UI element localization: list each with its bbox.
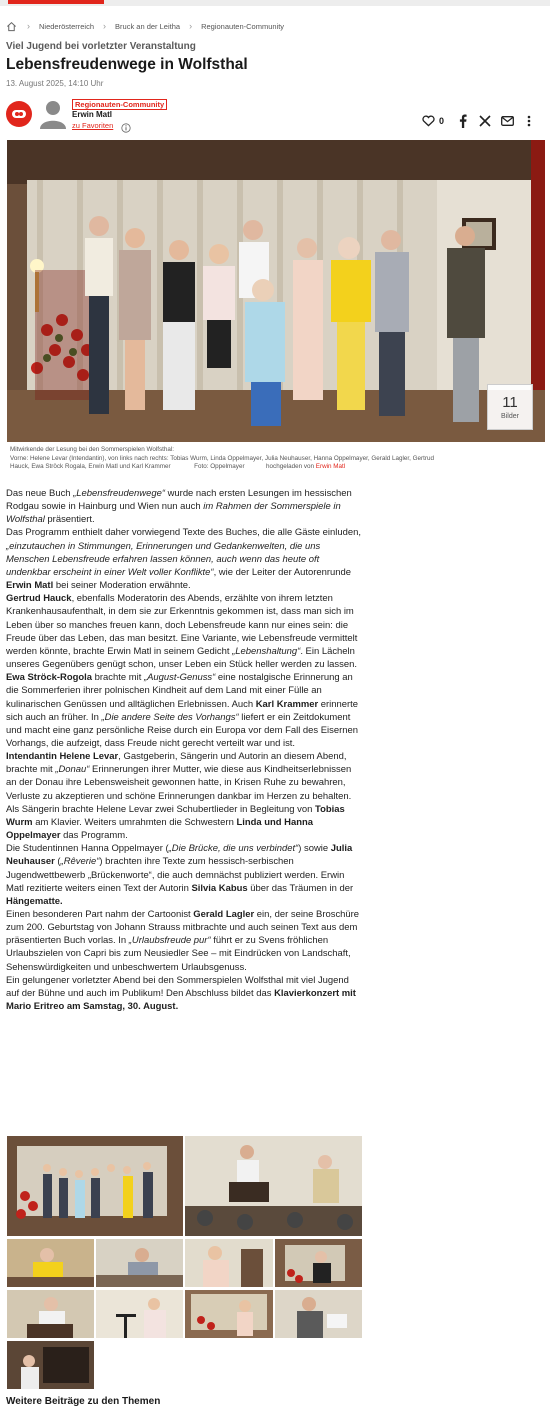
article-body	[6, 487, 361, 1013]
gallery-thumbnail[interactable]	[7, 1341, 94, 1389]
page-title: Lebensfreudenwege in Wolfsthal	[6, 56, 248, 73]
paragraph: Einen besonderen Part nahm der Cartoonist Gerald Lagler ein, der seine Broschüre zum 200. Geburtstag von Johann Strauss mitbrachte und auch seinen Text aus dem präsentierten Buch vorlas. In „Urlaubsfreude pur“ führt er zu Svens fröhlichen Urlaubszielen von Capri bis zum Neusiedler See – mit Eindrücken von Landschaft, Sehenswürdigkeiten und unbeschwertem Urlaubsgenuss.	[6, 909, 360, 973]
paragraph: Als Sängerin brachte Helene Levar zwei Schubertlieder in Begleitung von Tobias Wurm am Klavier. Weiters umrahmten die Schwestern Linda und Hanna Oppelmayer das Programm.	[6, 803, 345, 842]
paragraph: Das Programm enthielt daher vorwiegend Texte des Buches, die alle Gäste einluden, „einzutauchen in Stimmungen, Erinnerungen und Gedankenwelten, die uns Menschen Lebensfreude erfahren lassen können, auch wenn das heute oft undenkbar erscheint in einer Welt voller Konflikte“, wie der Leiter der Autorenrunde Erwin Matl bei seiner Moderation erwähnte.	[6, 527, 361, 592]
related-topics-heading: Weitere Beiträge zu den Themen	[6, 1396, 161, 1407]
author-name[interactable]: Erwin Matl	[72, 110, 113, 119]
caption-line: Hauck, Ewa Ströck Rogala, Erwin Matl und Karl Krammer	[10, 463, 171, 471]
add-favorite-link[interactable]: zu Favoriten	[72, 121, 114, 130]
publish-date: 13. August 2025, 14:10 Uhr	[6, 79, 104, 88]
more-vertical-icon[interactable]	[518, 113, 540, 129]
gallery-count-badge[interactable]	[487, 384, 533, 430]
hero-image[interactable]	[7, 140, 545, 442]
image-gallery	[7, 1136, 362, 1392]
paragraph: Ewa Ströck-Rogola brachte mit „August-Genuss“ eine nostalgische Erinnerung an die Sommerferien ihrer polnischen Kindheit auf dem Land mit einer Fülle an kulinarischen Genüssen und alltäglichen Erlebnissen. Auch Karl Krammer erinnerte sich auch an früher. In „Die andere Seite des Vorhangs“ liefert er ein Zeitdokument und macht eine ganz persönliche Reise durch ein Europa vor dem Fall des Eisernen Vorhangs, die aufzeigt, dass Freude nicht gerecht verteilt war und ist.	[6, 672, 359, 749]
gallery-thumbnail[interactable]	[7, 1239, 94, 1287]
photo-credit: Foto: Oppelmayer	[194, 463, 245, 471]
image-count-label: Bilder	[501, 412, 519, 420]
avatar[interactable]	[40, 99, 66, 129]
article-kicker: Viel Jugend bei vorletzter Veranstaltung	[6, 41, 196, 52]
breadcrumb-item-niederoesterreich[interactable]: Niederösterreich	[39, 21, 95, 31]
breadcrumb-item-bruck[interactable]: Bruck an der Leitha	[115, 21, 181, 31]
gallery-thumbnail[interactable]	[275, 1239, 362, 1287]
paragraph: Ein gelungener vorletzter Abend bei den Sommerspielen Wolfsthal mit viel Jugend auf der Bühne und auch im Publikum! Den Abschluss bildet das Klavierkonzert mit Mario Eritreo am Samstag, 30. August.	[6, 974, 356, 1013]
x-twitter-icon[interactable]	[474, 113, 496, 129]
paragraph: Gertrud Hauck, ebenfalls Moderatorin des Abends, erzählte von ihrem letzten Krankenhausaufenthalt, in dem sie zur Erkenntnis gekommen ist, dass man sich im Leben über so manches freuen kann, doch Lebensfreude kann nur eines sein: die Freude über das Leben, das man besitzt. Eine Variante, wie Lebensfreude vermittelt werden könnte, brachte Erwin Matl in seinem Gedicht „Lebenshaltung“. Ein Lächeln unseres Gegenübers genügt schon, unser Leben ein Stück heller werden zu lassen.	[6, 593, 358, 671]
article-actions	[418, 113, 540, 129]
uploader-link[interactable]: Erwin Matl	[315, 463, 346, 471]
regionauten-logo-icon[interactable]	[6, 101, 32, 127]
community-badge[interactable]: Regionauten-Community	[72, 99, 167, 110]
chevron-right-icon: ›	[27, 21, 30, 31]
gallery-thumbnail[interactable]	[96, 1239, 183, 1287]
progress-fill	[8, 0, 104, 4]
home-icon[interactable]	[6, 20, 18, 32]
mail-icon[interactable]	[496, 113, 518, 129]
gallery-thumbnail[interactable]	[275, 1290, 362, 1338]
gallery-thumbnail[interactable]	[185, 1239, 273, 1287]
uploaded-by-label: hochgeladen von	[266, 463, 315, 471]
breadcrumb-item-community[interactable]: Regionauten-Community	[201, 21, 285, 31]
caption-line: Vorne: Helene Levar (Intendantin), von links nach rechts: Tobias Wurm, Linda Oppelmayer, Julia Neuhauser, Hanna Oppelmayer, Gerald Lagler, Gertrud	[10, 454, 434, 462]
gallery-thumbnail[interactable]	[185, 1136, 362, 1236]
top-progress-bar	[0, 0, 550, 6]
gallery-thumbnail[interactable]	[7, 1136, 183, 1236]
caption-line: Mitwirkende der Lesung bei den Sommerspielen Wolfsthal:	[10, 446, 175, 453]
chevron-right-icon: ›	[189, 21, 193, 31]
image-count: 11	[502, 393, 518, 411]
image-caption	[10, 446, 540, 472]
like-count: 0	[438, 116, 444, 126]
gallery-thumbnail[interactable]	[7, 1290, 94, 1338]
chevron-right-icon: ›	[103, 21, 107, 31]
info-icon[interactable]	[121, 120, 131, 130]
paragraph: Intendantin Helene Levar, Gastgeberin, Sängerin und Autorin an diesem Abend, brachte mit „Donau“ Erinnerungen ihrer Mutter, wie diese aus Kindheitserlebnissen an der Donau ihre Lebensweisheit gewonnen hatte, in Krisen Ruhe zu bewahren, Verluste zu akzeptieren und schöne Erinnerungen dankbar im Herzen zu behalten.	[6, 751, 352, 802]
heart-icon[interactable]	[418, 113, 440, 129]
paragraph: Das neue Buch „Lebensfreudenwege“ wurde nach ersten Lesungen im hessischen Rodgau sowie in Hainburg und Wien nun auch im Rahmen der Sommerspiele in Wolfsthal präsentiert.	[6, 488, 352, 526]
caption-line	[10, 463, 540, 472]
paragraph: Die Studentinnen Hanna Oppelmayer („Die Brücke, die uns verbindet“) sowie Julia Neuhauser („Rêverie“) brachten ihre Texte zum hessisch-serbischen Jugendwettbewerb „Brückenworte“, die auch demnächst publiziert werden. Erwin Matl rezitierte weiters einen Text der Autorin Silvia Kabus über das Träumen in der Hängematte.	[6, 843, 354, 907]
facebook-icon[interactable]	[452, 113, 474, 129]
gallery-thumbnail[interactable]	[185, 1290, 273, 1338]
gallery-thumbnail[interactable]	[96, 1290, 183, 1338]
breadcrumb	[6, 18, 284, 34]
